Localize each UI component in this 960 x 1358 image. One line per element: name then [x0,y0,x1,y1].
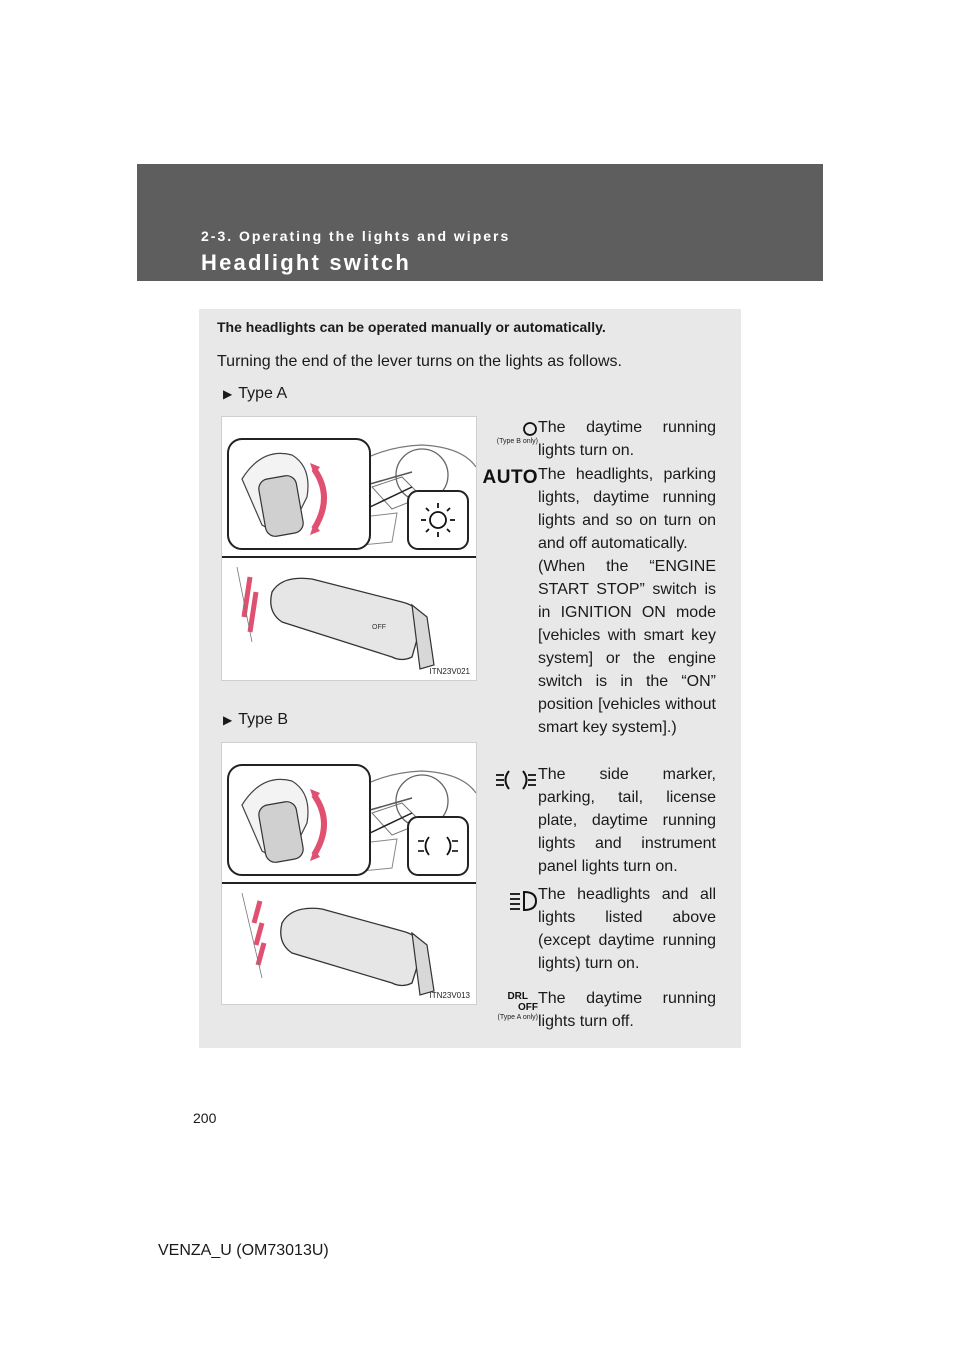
lead-text: Turning the end of the lever turns on the lights as follows. [217,353,622,370]
footer-code: VENZA_U (OM73013U) [158,1242,329,1259]
setting-icon-daytime-on [486,421,538,445]
type-a-figure [221,416,477,681]
circle-off-icon [522,421,538,437]
setting-icon-side-marker [486,768,538,792]
setting-text-daytime-on: The daytime running lights turn on. [538,419,716,459]
side-marker-light-icon [494,768,538,792]
figure-code: ITN23V021 [429,667,470,676]
intro-text: The headlights can be operated manually or automatically. [217,319,606,335]
icon-note: (Type A only) [497,1014,538,1021]
figure-code: ITN23V013 [429,991,470,1000]
icon-note: (Type B only) [496,438,538,445]
setting-icon-headlight [486,889,538,913]
section-label: 2-3. Operating the lights and wipers [201,228,511,244]
setting-text-drl-off: The daytime running lights turn off. [538,990,716,1030]
type-a-label: ▶ Type A [223,385,288,402]
triangle-bullet-icon: ▶ [223,713,233,727]
setting-text-auto: The headlights, parking lights, daytime running lights and so on turn on and off automatically. (When the “ENGINE START STOP” switch is in IGNITION ON mode [vehicles with smart key system] or the engine switch is in the “ON” position [vehicles without smart key system].) [538,466,716,736]
content-panel [199,309,741,1048]
setting-text-headlight: The headlights and all lights listed above (except daytime running lights) turn on. [538,886,716,972]
type-b-figure [221,742,477,1005]
auto-icon: AUTO [482,467,538,488]
page-number: 200 [193,1110,217,1126]
page-title: Headlight switch [201,250,411,275]
triangle-bullet-icon: ▶ [223,387,233,401]
svg-text:OFF: OFF [372,624,386,631]
lever-illustration-type-b-icon [222,743,476,1004]
setting-icon-auto [482,467,538,488]
headlight-icon [508,889,538,913]
section-header [137,164,823,281]
drl-off-icon: DRL OFF [507,991,538,1013]
lever-illustration-type-a-icon [222,417,476,680]
setting-icon-drl-off [486,991,538,1021]
setting-text-side-marker: The side marker, parking, tail, license plate, daytime running lights and instrument panel lights turn on. [538,766,716,875]
type-b-label: ▶ Type B [223,711,289,728]
